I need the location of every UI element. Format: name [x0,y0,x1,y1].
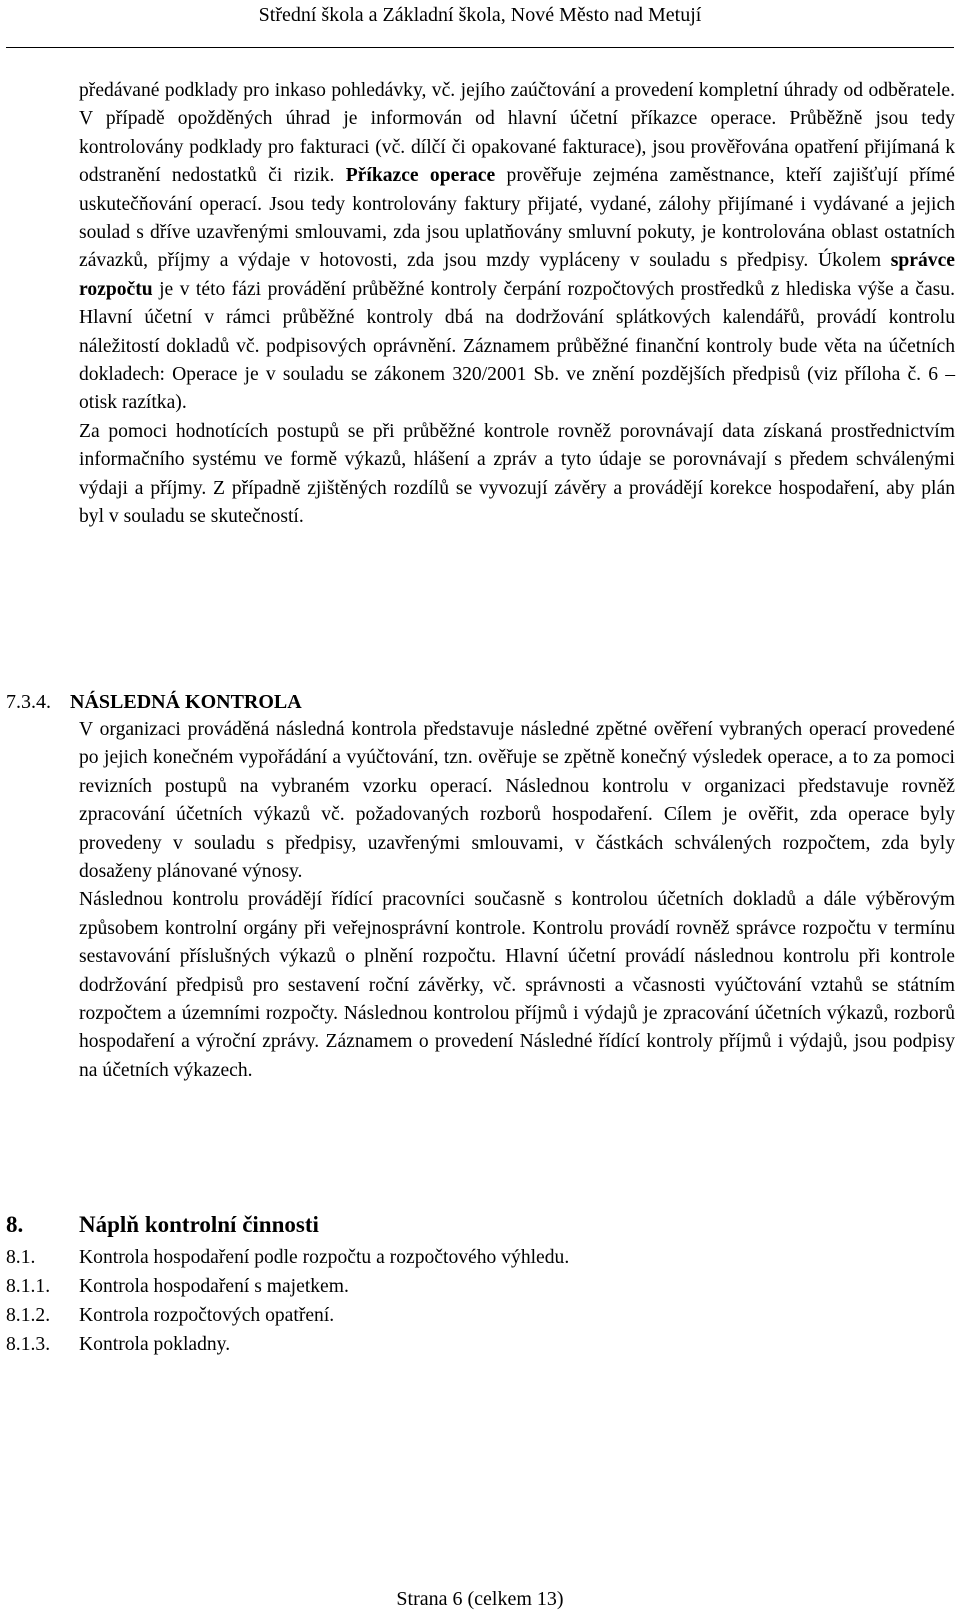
section-734-body [79,716,955,1085]
item-text: Kontrola hospodaření podle rozpočtu a rozpočtového výhledu. [79,1247,570,1268]
bold-term-spravce: správce rozpočtu [79,250,955,300]
item-text: Kontrola hospodaření s majetkem. [79,1276,349,1297]
text-run: prověřuje zejména zaměstnance, kteří zajišťují přímé uskutečňování operací. Jsou tedy kontrolovány faktury přijaté, vydané, zálohy přijímané i vydávané a jejich soulad s dříve uzavřenými smlouvami, zda jsou uplatňovány smluvní pokuty, je kontrolována oblast ostatních závazků, příjmy a výdaje v hotovosti, zda jsou mzdy vypláceny v souladu s předpisy. Úkolem [79,165,955,272]
header-divider [6,47,954,48]
section-title: NÁSLEDNÁ KONTROLA [70,691,302,713]
text-run: předávané podklady pro inkaso pohledávky, vč. jejího zaúčtování a provedení kompletní úhrady od odběratele. V případě opožděných úhrad je informován od hlavní účetní příkazce operace. Průběžně jsou tedy kontrolovány podklady pro fakturaci (vč. dílčí či opakované fakturace), jsou prověřována opatření přijímaná k odstranění nedostatků či rizik. [79,80,955,187]
paragraph-evaluation: Za pomoci hodnotících postupů se při průběžné kontrole rovněž porovnávají data získaná prostřednictvím informačního systému ve formě výkazů, hlášení a zpráv a tyto údaje se porovnávají s předem schválenými výdaji a příjmy. Z případně zjištěných rozdílů se vyvozují závěry a provádějí korekce hospodaření, aby plán byl v souladu se skutečností. [79,420,955,528]
paragraph-ongoing-control [79,77,955,418]
section-number: 7.3.4. [6,691,51,713]
chapter-heading-8 [6,1210,319,1240]
item-text: Kontrola rozpočtových opatření. [79,1305,335,1326]
page-header [0,0,960,30]
item-number: 8.1.2. [6,1305,51,1326]
paragraph-follow-up-2: Následnou kontrolu provádějí řídící pracovníci současně s kontrolou účetních dokladů a dále výběrovým způsobem kontrolní orgány při veřejnosprávní kontrole. Kontrolu provádí rovněž správce rozpočtu v termínu sestavování příslušných výkazů o plnění rozpočtu. Hlavní účetní provádí následnou kontrolu při kontrole dodržování předpisů pro sestavení roční závěrky, vč. správnosti a včasnosti vyúčtování vztahů se státním rozpočtem a územními rozpočty. Následnou kontrolou příjmů i výdajů je zpracování účetních výkazů, rozborů hospodaření a výroční zprávy. Záznamem o provedení Následné řídící kontroly příjmů i výdajů, jsou podpisy na účetních výkazech. [79,889,955,1081]
page-number: Strana 6 (celkem 13) [396,1588,564,1610]
text-run: je v této fázi provádění průběžné kontroly čerpání rozpočtových prostředků z hlediska výše a času. Hlavní účetní v rámci průběžné kontroly dbá na dodržování splátkových kalendářů, provádí kontrolu náležitostí dokladů vč. podpisových oprávnění. Záznamem průběžné finanční kontroly bude věta na účetních dokladech: Operace je v souladu se zákonem 320/2001 Sb. ve znění pozdějších předpisů (viz příloha č. 6 – otisk razítka). [79,278,955,414]
list-item [6,1301,569,1330]
item-number: 8.1.1. [6,1276,51,1297]
header-title: Střední škola a Základní škola, Nové Město nad Metují [258,4,702,26]
bold-term-prikazce: Příkazce operace [345,165,496,187]
previous-section-body [79,77,955,532]
paragraph-follow-up-1: V organizaci prováděná následná kontrola představuje následné zpětné ověření vybraných operací provedené po jejich konečném vypořádání a vyúčtování, tzn. ověřuje se zpětně konečný výsledek operace, a to za pomoci revizních postupů na vybraném vzorku operací. Následnou kontrolu v organizaci představuje rovněž zpracování účetních výkazů vč. požadovaných rozborů hospodaření. Cílem je ověřit, zda operace byly provedeny v souladu s předpisy, uzavřenými smlouvami, v částkách schválených rozpočtem, zda byly dosaženy plánované výnosy. [79,719,955,883]
chapter-8-list [6,1243,569,1359]
list-item [6,1330,569,1359]
list-item [6,1243,569,1272]
chapter-title: Náplň kontrolní činnosti [79,1212,319,1237]
section-heading-734 [6,688,302,716]
item-number: 8.1.3. [6,1334,51,1355]
item-number: 8.1. [6,1247,36,1268]
item-text: Kontrola pokladny. [79,1334,231,1355]
chapter-number: 8. [6,1212,24,1237]
list-item [6,1272,569,1301]
page-footer [0,1585,960,1613]
